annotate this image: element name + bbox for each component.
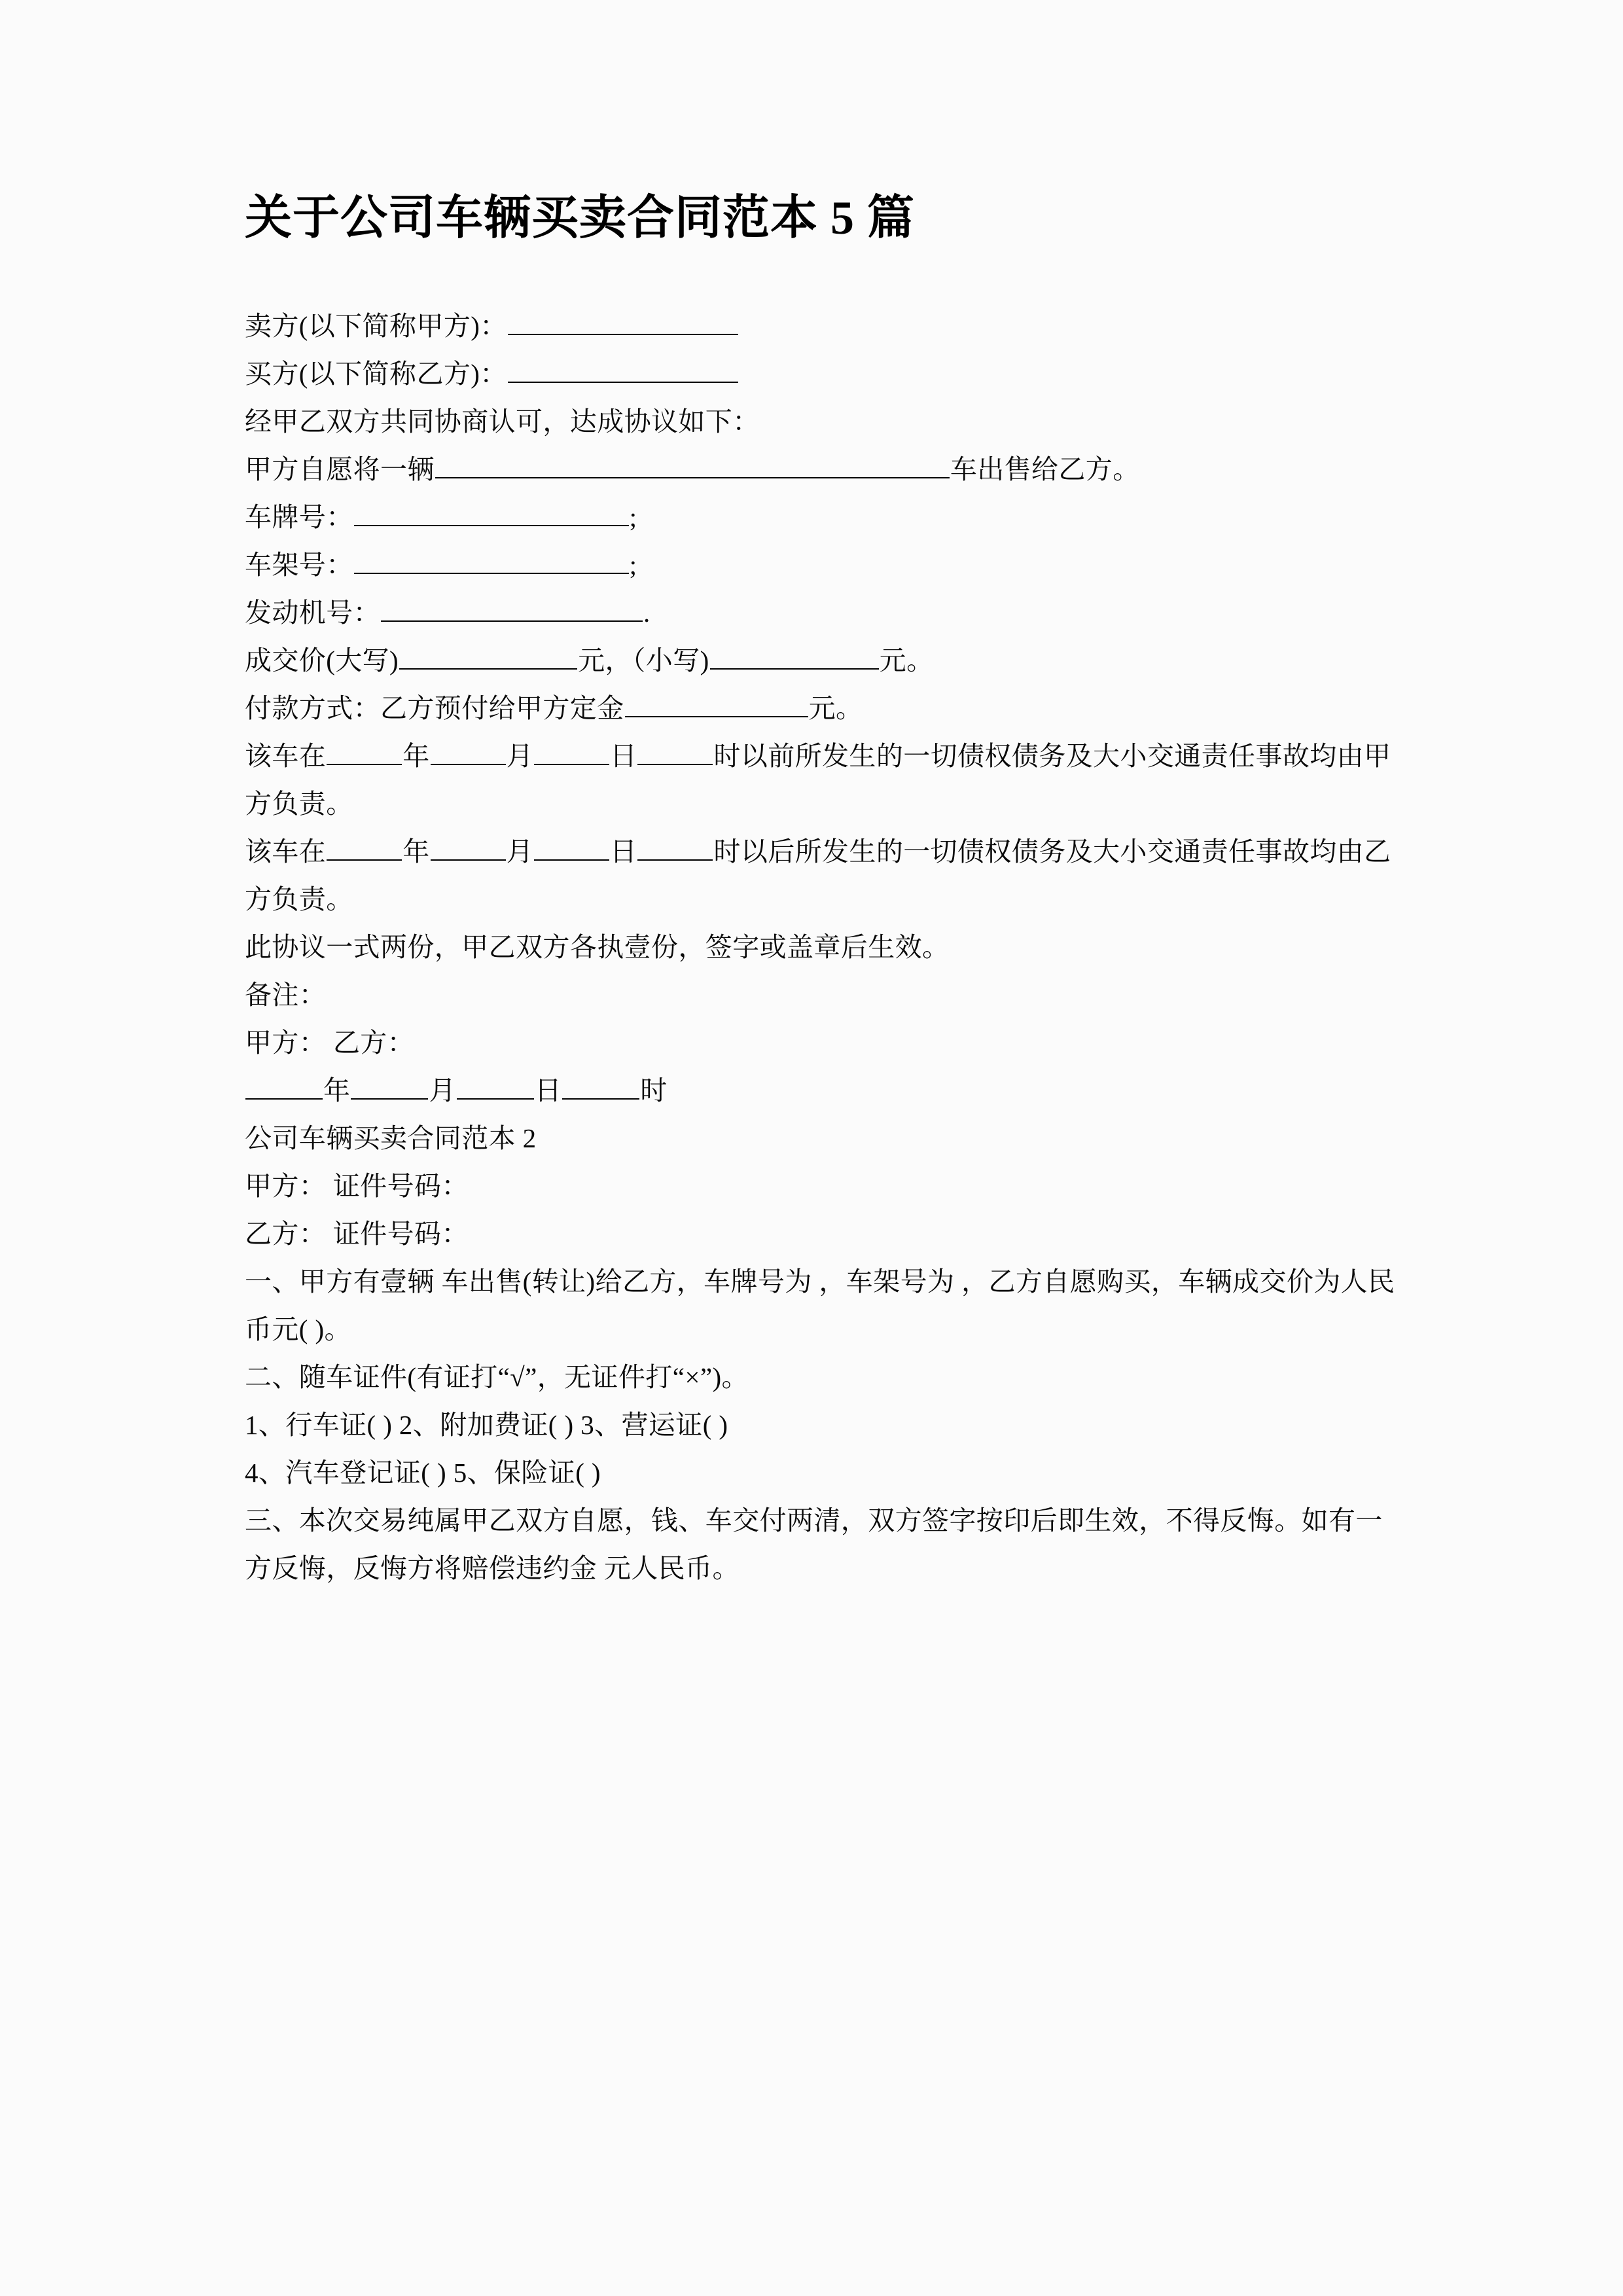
signature-date-line: [245, 1067, 1397, 1115]
buyer-blank[interactable]: [508, 356, 738, 383]
seller-line: [245, 302, 1397, 350]
vehicle-sale-line: [245, 446, 1397, 493]
copies-clause-line: 此协议一式两份，甲乙双方各执壹份，签字或盖章后生效。: [245, 931, 950, 962]
liability-after-suffix: 时以后所发生的一切债权债务及大小交通责任事故均由乙方负责。: [245, 836, 1391, 914]
payment-prefix: 付款方式：乙方预付给甲方定金: [245, 692, 624, 723]
contract2-clause-1: 一、甲方有壹辆 车出售(转让)给乙方，车牌号为 ，车架号为 ，乙方自愿购买，车辆成交价为人民币元( )。: [245, 1266, 1395, 1344]
seller-blank[interactable]: [508, 308, 738, 335]
contract2-cert-list-2: 4、汽车登记证( ) 5、保险证( ): [245, 1457, 601, 1488]
before-day-label: 日: [610, 740, 637, 771]
engine-number-label: 发动机号：: [245, 597, 380, 628]
vehicle-model-blank[interactable]: [435, 452, 950, 478]
deal-price-lowercase-blank[interactable]: [710, 643, 879, 670]
sig-month-blank[interactable]: [351, 1073, 428, 1100]
frame-number-line: [245, 541, 1397, 589]
deal-price-suffix: 元。: [879, 645, 934, 675]
engine-number-blank[interactable]: [381, 595, 643, 622]
contract2-clause-3: 三、本次交易纯属甲乙双方自愿，钱、车交付两清，双方签字按印后即生效，不得反悔。如有一方反悔，反悔方将赔偿违约金 元人民币。: [245, 1505, 1383, 1583]
after-month-blank[interactable]: [431, 834, 506, 861]
seller-label: 卖方(以下简称甲方)：: [245, 310, 507, 341]
plate-number-blank[interactable]: [354, 499, 629, 526]
engine-number-line: [245, 589, 1397, 637]
before-month-label: 月: [506, 740, 534, 771]
signature-line: 甲方： 乙方：: [245, 1027, 415, 1058]
after-day-blank[interactable]: [534, 834, 609, 861]
buyer-line: [245, 350, 1397, 398]
contract2-cert-list-1: 1、行车证( ) 2、附加费证( ) 3、营运证( ): [245, 1409, 728, 1440]
sig-hour-blank[interactable]: [562, 1073, 639, 1100]
frame-number-blank[interactable]: [354, 547, 629, 574]
after-hour-blank[interactable]: [637, 834, 713, 861]
sig-year-label: 年: [323, 1075, 351, 1105]
payment-suffix: 元。: [808, 692, 863, 723]
buyer-label: 买方(以下简称乙方)：: [245, 358, 507, 389]
frame-number-suffix: ;: [629, 549, 637, 580]
sig-day-label: 日: [534, 1075, 562, 1105]
payment-line: [245, 685, 1397, 732]
plate-number-label: 车牌号：: [245, 501, 353, 532]
plate-number-suffix: ;: [629, 501, 637, 532]
deal-price-mid: 元，（小写): [578, 645, 709, 675]
deal-price-prefix: 成交价(大写): [245, 645, 399, 675]
after-year-label: 年: [402, 836, 430, 867]
contract2-clause-2: 二、随车证件(有证打“√”，无证件打“×”)。: [245, 1361, 749, 1392]
before-hour-blank[interactable]: [637, 738, 713, 765]
plate-number-line: [245, 493, 1397, 541]
before-year-blank[interactable]: [327, 738, 402, 765]
liability-before-line: [245, 732, 1397, 828]
liability-after-prefix: 该车在: [245, 836, 327, 867]
deal-price-line: [245, 637, 1397, 685]
sig-month-label: 月: [429, 1075, 456, 1105]
contract2-party-a-line: 甲方： 证件号码：: [245, 1170, 469, 1201]
document-body: [245, 0, 1397, 1592]
before-day-blank[interactable]: [534, 738, 609, 765]
vehicle-sale-suffix: 车出售给乙方。: [950, 454, 1140, 484]
frame-number-label: 车架号：: [245, 549, 353, 580]
sig-year-blank[interactable]: [245, 1073, 323, 1100]
before-year-label: 年: [402, 740, 430, 771]
after-month-label: 月: [506, 836, 534, 867]
sig-hour-label: 时: [640, 1075, 668, 1105]
deposit-blank[interactable]: [625, 691, 808, 717]
page-title: 关于公司车辆买卖合同范本 5 篇: [245, 192, 916, 244]
liability-after-line: [245, 828, 1397, 924]
sig-day-blank[interactable]: [457, 1073, 534, 1100]
contract2-heading: 公司车辆买卖合同范本 2: [245, 1122, 537, 1153]
after-day-label: 日: [610, 836, 637, 867]
remark-line: 备注：: [245, 979, 327, 1010]
engine-number-suffix: .: [643, 597, 651, 628]
vehicle-sale-prefix: 甲方自愿将一辆: [245, 454, 435, 484]
before-month-blank[interactable]: [431, 738, 506, 765]
after-year-blank[interactable]: [327, 834, 402, 861]
agreement-intro-line: 经甲乙双方共同协商认可，达成协议如下：: [245, 406, 760, 437]
liability-before-suffix: 时以前所发生的一切债权债务及大小交通责任事故均由甲方负责。: [245, 740, 1391, 819]
contract2-party-b-line: 乙方： 证件号码：: [245, 1218, 469, 1249]
liability-before-prefix: 该车在: [245, 740, 327, 771]
deal-price-uppercase-blank[interactable]: [399, 643, 577, 670]
